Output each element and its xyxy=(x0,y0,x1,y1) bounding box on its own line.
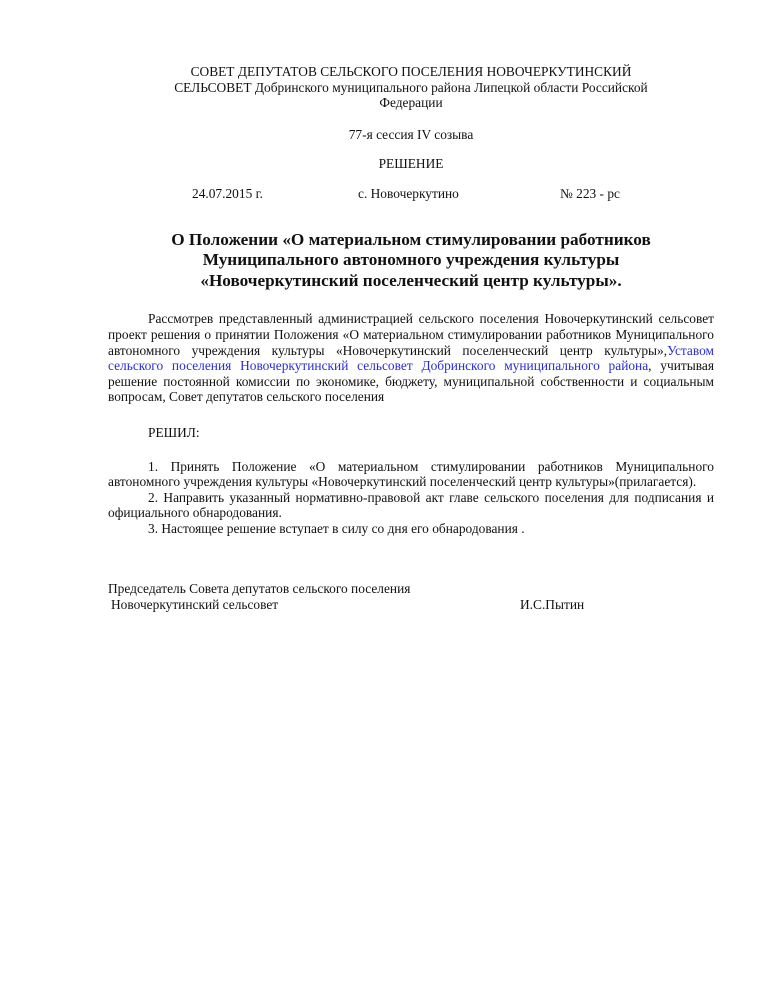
signatory-name: И.С.Пытин xyxy=(520,596,585,612)
decision-number: № 223 - рс xyxy=(560,185,621,201)
signature-block xyxy=(108,581,714,615)
document-title xyxy=(108,230,714,292)
charter-link[interactable]: Уставом сельского поселения Новочеркутинский сельсовет Добринского муниципального района xyxy=(108,342,714,374)
document-page xyxy=(108,64,714,615)
signature-title-2: Новочеркутинский сельсовет xyxy=(111,596,279,612)
decision-label: РЕШЕНИЕ xyxy=(378,156,444,172)
preamble-text-1: Рассмотрев представленный администрацией сельского поселения Новочеркутинский сельсовет проект решения о принятии Положения «О материальном стимулировании работников Муниципального автономного учреждения культуры «Новочеркутинский поселенческий центр культуры», xyxy=(108,311,714,358)
decision-item: 1. Принять Положение «О материальном стимулировании работников Муниципального автономного учреждения культуры «Новочеркутинский поселенческий центр культуры»(прилагается). xyxy=(108,458,714,490)
decision-items xyxy=(108,459,714,537)
header-line-1: СОВЕТ ДЕПУТАТОВ СЕЛЬСКОГО ПОСЕЛЕНИЯ НОВОЧЕРКУТИНСКИЙ xyxy=(190,64,632,79)
title-line-2: Муниципального автономного учреждения культуры xyxy=(202,250,620,270)
session-label: 77-я сессия IV созыва xyxy=(348,126,474,142)
decision-date: 24.07.2015 г. xyxy=(192,185,263,201)
header-line-3: Федерации xyxy=(379,95,443,111)
decision-item: 2. Направить указанный нормативно-правовой акт главе сельского поселения для подписания и официального обнародования. xyxy=(108,489,714,521)
title-line-3: «Новочеркутинский поселенческий центр культуры». xyxy=(200,270,622,290)
title-line-1: О Положении «О материальном стимулировании работников xyxy=(171,229,651,249)
document-header xyxy=(108,64,714,111)
preamble-text-2: , учитывая решение постоянной комиссии по экономике, бюджету, муниципальной собственности и социальным вопросам, Совет депутатов сельского поселения xyxy=(108,358,714,405)
decision-meta xyxy=(108,186,714,202)
decision-item: 3. Настоящее решение вступает в силу со дня его обнародования . xyxy=(148,521,525,536)
preamble-paragraph xyxy=(108,311,714,405)
decision-place: с. Новочеркутино xyxy=(358,185,459,201)
header-line-2: СЕЛЬСОВЕТ Добринского муниципального района Липецкой области Российской xyxy=(174,79,648,95)
signature-title-1: Председатель Совета депутатов сельского поселения xyxy=(108,580,411,596)
decided-label: РЕШИЛ: xyxy=(148,425,200,441)
